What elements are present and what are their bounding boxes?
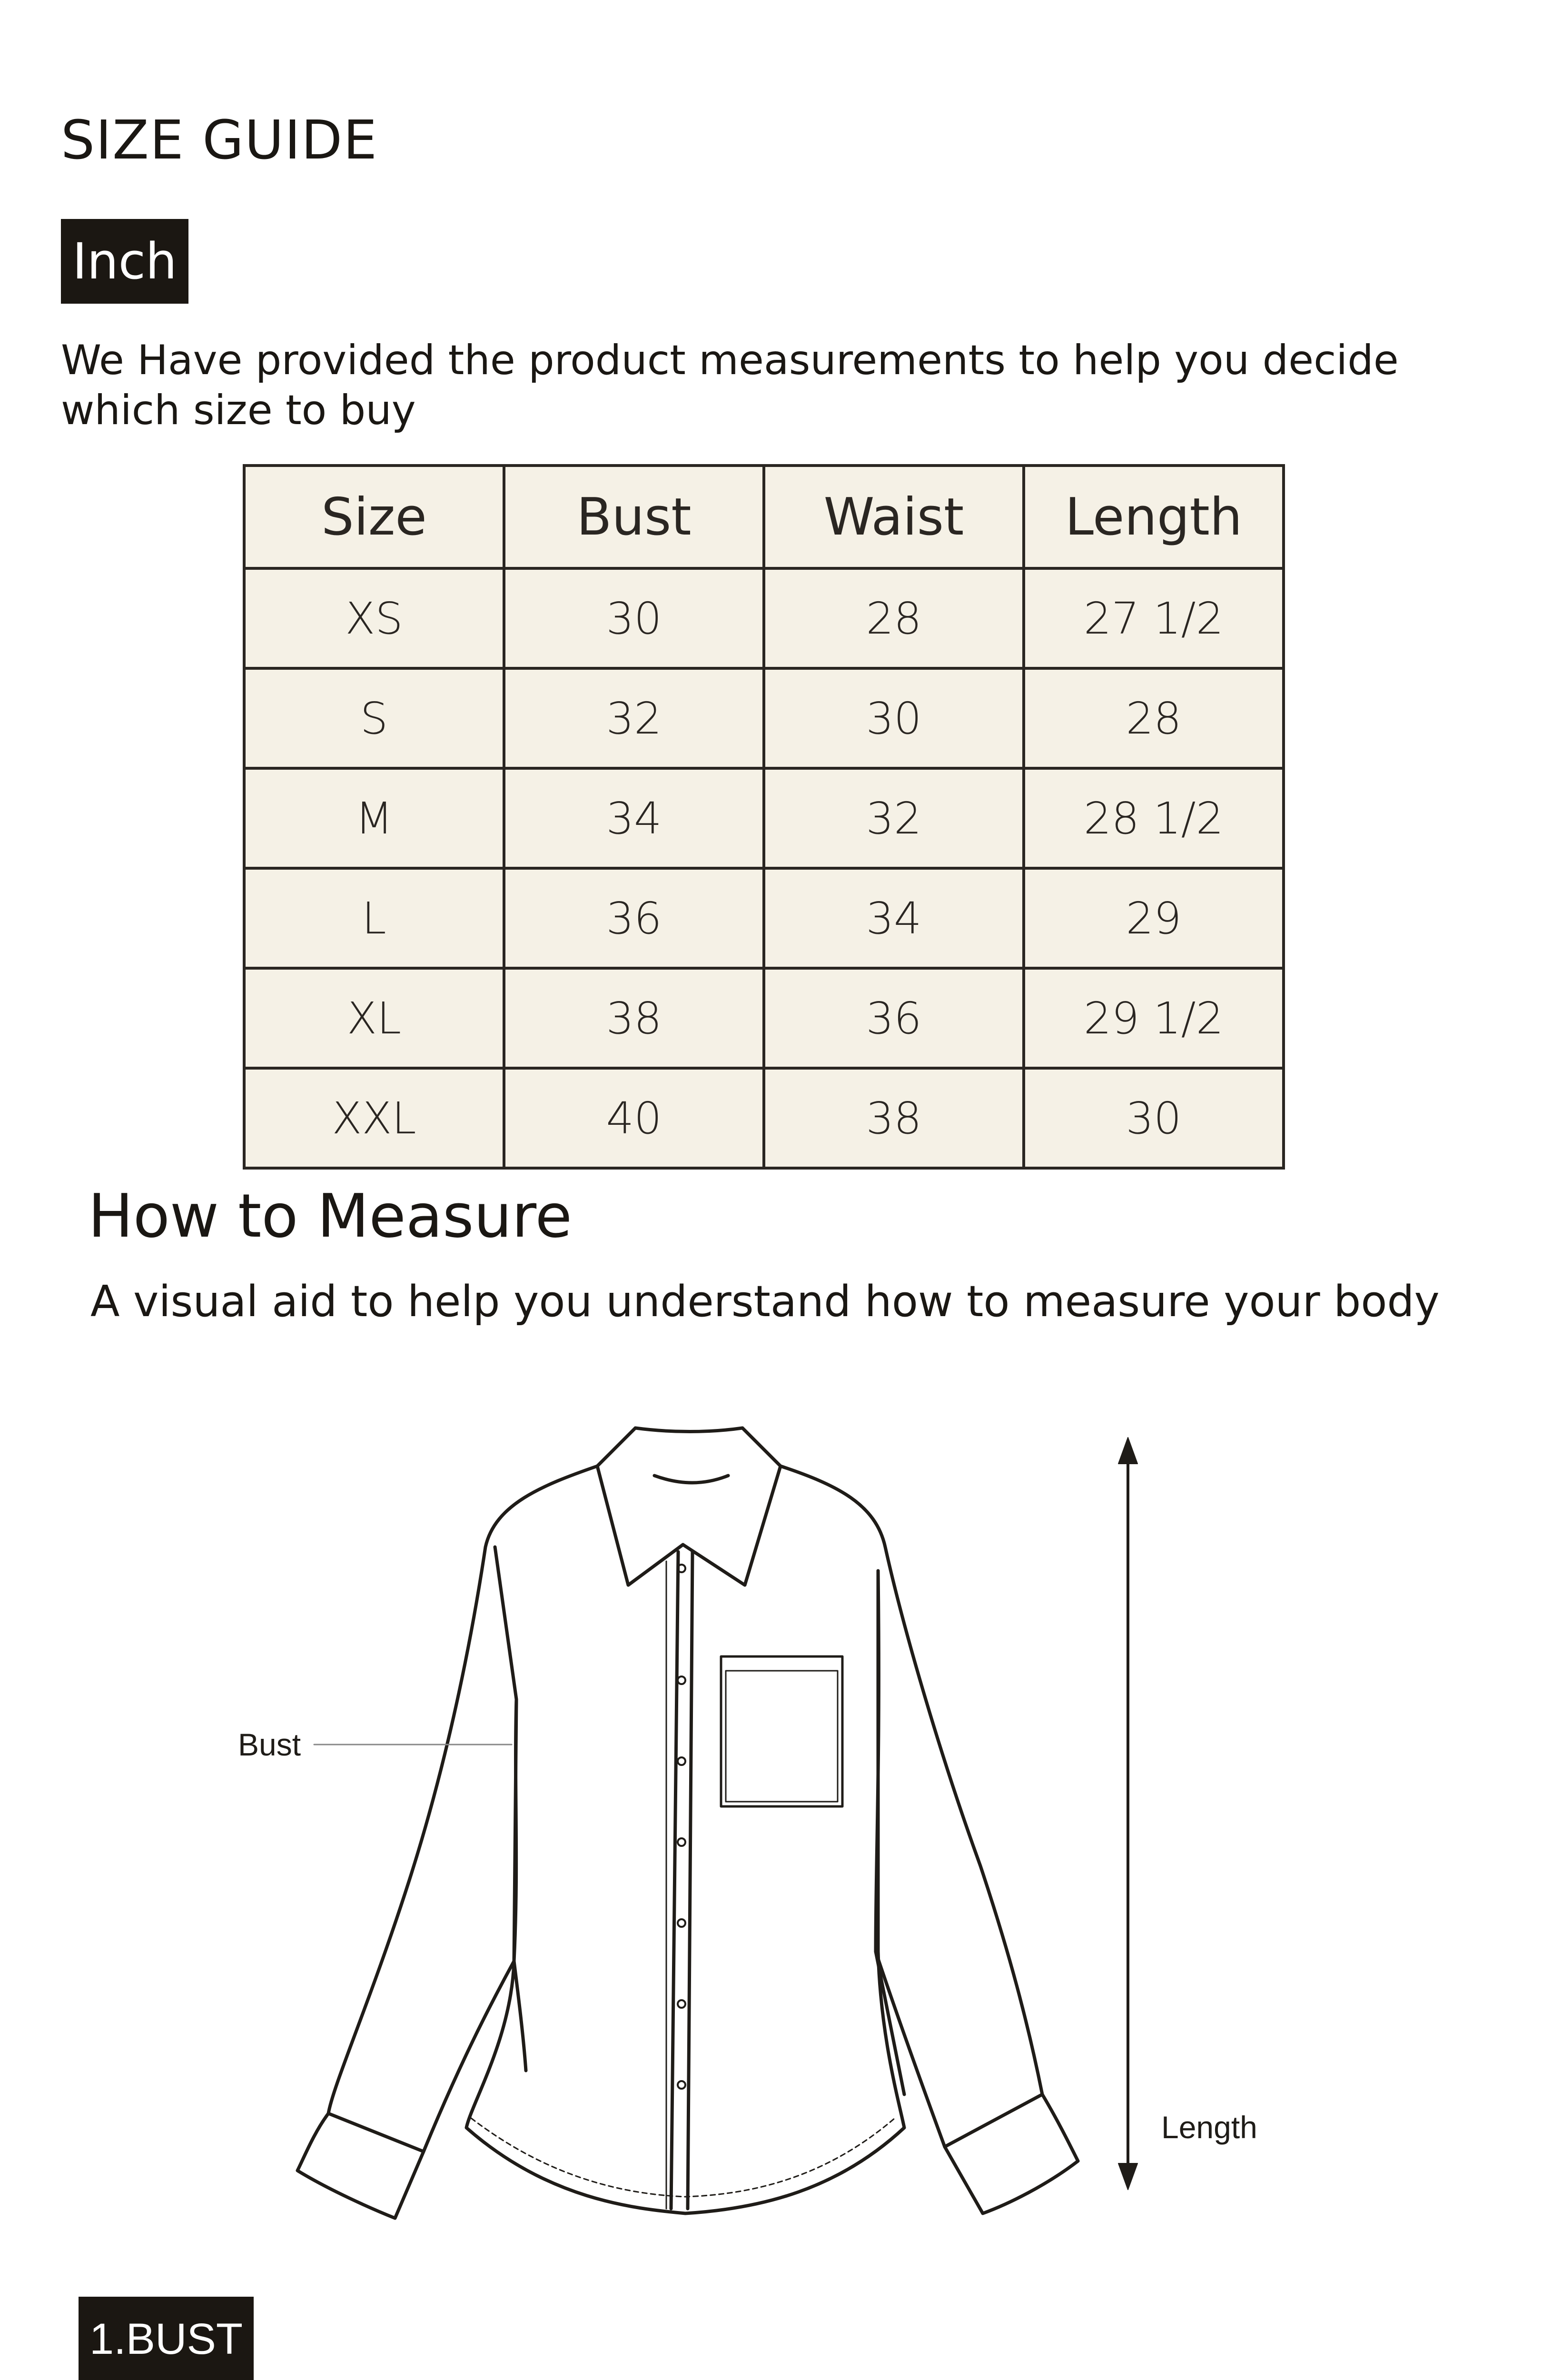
table-row (244, 968, 1284, 1068)
table-row (244, 668, 1284, 768)
size-cell: S (244, 668, 504, 768)
length-cell: 27 1/2 (1024, 568, 1284, 668)
length-cell: 29 (1024, 868, 1284, 968)
column-header-waist: Waist (764, 466, 1024, 568)
unit-badge: Inch (61, 219, 188, 304)
how-to-measure-title: How to Measure (88, 1181, 572, 1251)
waist-cell: 38 (764, 1068, 1024, 1168)
size-cell: XL (244, 968, 504, 1068)
table-header-row (244, 466, 1284, 568)
intro-text: We Have provided the product measurements to help you decide which size to buy (61, 337, 1399, 434)
size-table (243, 464, 1285, 1170)
column-header-size: Size (244, 466, 504, 568)
waist-cell: 30 (764, 668, 1024, 768)
how-to-measure-subtitle: A visual aid to help you understand how to measure your body (90, 1277, 1440, 1327)
length-cell: 28 1/2 (1024, 768, 1284, 868)
size-cell: XXL (244, 1068, 504, 1168)
step-badge-bust: 1.BUST (79, 2297, 254, 2380)
bust-cell: 40 (504, 1068, 764, 1168)
shirt-illustration (297, 1428, 1078, 2218)
bust-cell: 34 (504, 768, 764, 868)
size-cell: M (244, 768, 504, 868)
bust-cell: 32 (504, 668, 764, 768)
bust-label: Bust (238, 1727, 301, 1762)
bust-cell: 38 (504, 968, 764, 1068)
waist-cell: 32 (764, 768, 1024, 868)
size-cell: XS (244, 568, 504, 668)
waist-cell: 28 (764, 568, 1024, 668)
table-row (244, 568, 1284, 668)
waist-cell: 36 (764, 968, 1024, 1068)
length-label: Length (1161, 2110, 1257, 2145)
table-row (244, 868, 1284, 968)
table-row (244, 1068, 1284, 1168)
waist-cell: 34 (764, 868, 1024, 968)
page-title: SIZE GUIDE (61, 109, 378, 171)
bust-cell: 30 (504, 568, 764, 668)
bust-cell: 36 (504, 868, 764, 968)
column-header-bust: Bust (504, 466, 764, 568)
column-header-length: Length (1024, 466, 1284, 568)
size-cell: L (244, 868, 504, 968)
length-cell: 29 1/2 (1024, 968, 1284, 1068)
length-arrow (1118, 1438, 1137, 2190)
shirt-measurement-diagram (0, 1371, 1542, 2256)
length-cell: 30 (1024, 1068, 1284, 1168)
table-row (244, 768, 1284, 868)
length-cell: 28 (1024, 668, 1284, 768)
